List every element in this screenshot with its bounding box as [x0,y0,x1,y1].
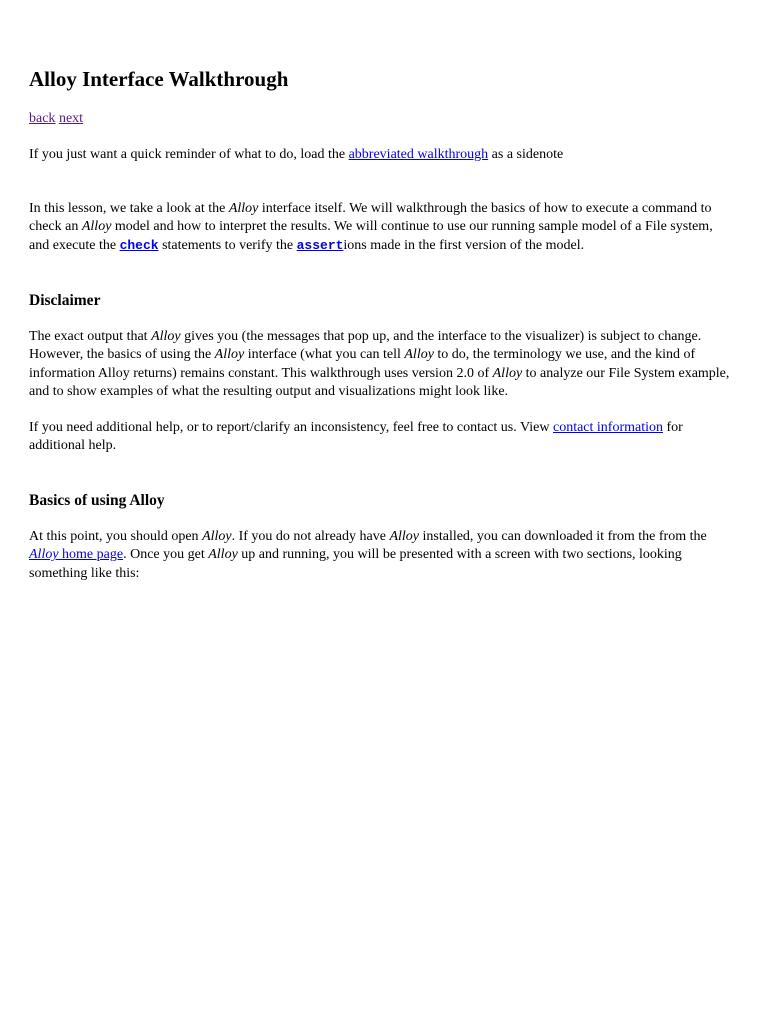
basics-paragraph [29,528,735,583]
intro-paragraph [29,200,735,255]
alloy-term: Alloy [151,329,181,344]
next-link[interactable]: next [58,111,84,126]
help-text: for additional help. [29,420,683,454]
help-text: If you need additional help, or to report/clarify an inconsistency, feel free to contact us. View [29,420,553,435]
alloy-term: Alloy [208,547,238,563]
basics-text: up and running, you will be presented with a screen with two sections, looking something like this: [29,547,682,581]
alloy-term: Alloy [202,529,232,544]
home-page-text: home page [58,547,124,563]
alloy-home-page-link[interactable] [29,547,123,562]
intro-text: In this lesson, we take a look at the [29,201,229,216]
alloy-term: Alloy [404,347,434,363]
check-keyword: check [119,237,159,253]
reminder-text-before: If you just want a quick reminder of what to do, load the [29,147,349,162]
alloy-term: Alloy [228,201,259,216]
reminder-text-after: as a sidenote [488,147,564,162]
alloy-term: Alloy [214,347,245,363]
disclaimer-text: to do, the terminology we use, and the kind of information Alloy returns) remains constant. This walkthrough uses version 2.0 of [29,347,696,381]
alloy-term: Alloy [29,547,59,563]
assert-keyword-link[interactable] [297,238,344,253]
check-keyword-link[interactable] [120,238,159,253]
intro-text: ions made in the first version of the model. [343,237,585,253]
intro-text: statements to verify the [158,237,297,253]
basics-text: . If you do not already have [231,529,390,544]
basics-heading: Basics of using Alloy [29,492,165,509]
basics-text: installed, you can downloaded it from the from the [419,529,707,544]
disclaimer-text: to analyze our File System example, and to show examples of what the resulting output and visualizations might look like. [29,365,730,400]
page-title: Alloy Interface Walkthrough [29,67,289,91]
assert-keyword: assert [296,237,344,253]
alloy-term: Alloy [81,219,112,235]
alloy-term: Alloy [492,365,523,381]
abbreviated-walkthrough-link[interactable]: abbreviated walkthrough [348,147,489,162]
back-link[interactable]: back [29,111,56,126]
disclaimer-text: The exact output that [29,329,152,344]
reminder-paragraph [29,146,735,164]
disclaimer-paragraph [29,328,735,402]
disclaimer-heading: Disclaimer [29,292,101,309]
basics-text: At this point, you should open [29,529,203,544]
nav-links [29,110,735,128]
help-paragraph [29,419,735,456]
basics-text: . Once you get [123,547,209,563]
alloy-term: Alloy [389,529,419,544]
disclaimer-text: interface (what you can tell [244,347,405,363]
contact-information-link[interactable]: contact information [552,420,664,435]
disclaimer-text: gives you (the messages that pop up, and the interface to the visualizer) is subject to change. However, the basics of using the [29,329,702,363]
intro-text: interface itself. We will walkthrough the basics of how to execute a command to check an [29,201,712,235]
intro-text: model and how to interpret the results. We will continue to use our running sample model of a File system, and execute the [29,219,713,253]
